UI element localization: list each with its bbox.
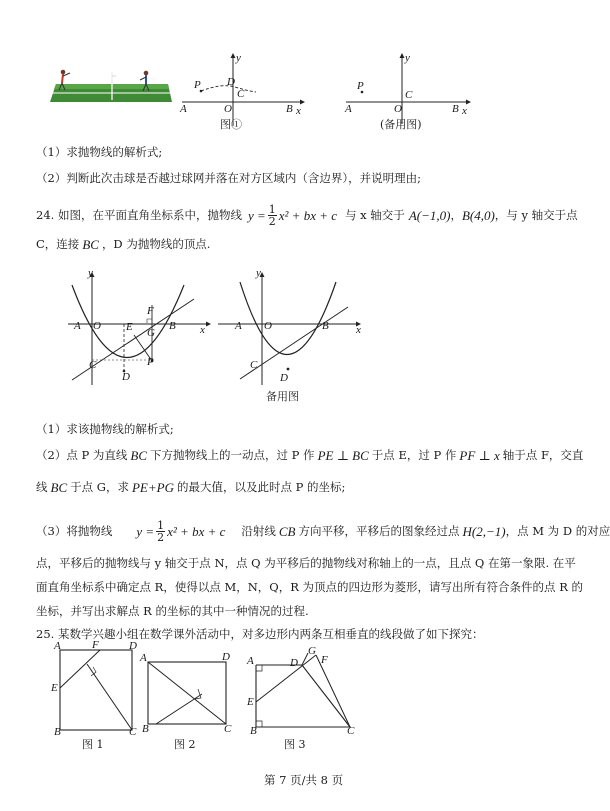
q25-fig2-caption: 图 2 — [174, 738, 196, 751]
figure-1-coordinate — [180, 52, 305, 130]
q24-bc: BC — [82, 237, 99, 252]
q24-fig-label-o: O — [93, 320, 101, 332]
q24-part2-pe: PE ⊥ BC — [317, 448, 369, 463]
q24-fig-label-c: C — [89, 359, 97, 371]
fig2-label-a: A — [345, 103, 352, 115]
q25-fig1-label-c: C — [129, 726, 137, 738]
q24-fig-label-a: A — [74, 320, 81, 332]
q24-fig-label-x: x — [200, 324, 205, 336]
q24-part2-line2-b: 于点 G，求 — [70, 480, 129, 494]
q24-part3-frac-num: 1 — [157, 518, 165, 532]
q25-fig1-label-e: E — [51, 682, 58, 694]
q24-mid1: 与 x 轴交于 — [345, 207, 405, 222]
q24-figure-main — [68, 267, 214, 387]
fig2-label-y: y — [405, 52, 410, 64]
q23-part1: （1）求抛物线的解析式; — [36, 145, 163, 159]
q24-part2-line1 — [36, 448, 583, 463]
q24-part3-cb: CB — [278, 523, 296, 539]
fig1-label-o: O — [224, 103, 232, 115]
q24-part3-b: 沿射线 — [241, 523, 276, 538]
fig1-label-x: x — [296, 105, 301, 117]
q25-fig2-label-a: A — [140, 652, 147, 664]
q24-part2-a: （2）点 P 为直线 — [36, 448, 128, 462]
q24-mid2: ，与 y 轴交于点 — [494, 207, 578, 222]
fig2-caption: (备用图) — [380, 118, 422, 131]
q24-part3-eq-rest: x² + bx + c — [167, 523, 226, 539]
q24-part3-d: ，点 M 为 D 的对应 — [505, 523, 610, 538]
q24-part3-h: H(2,−1) — [462, 523, 506, 539]
q24-frac-den: 2 — [268, 214, 276, 228]
q24-stem-line1 — [36, 200, 578, 230]
q24-backup-label-x: x — [356, 324, 361, 336]
q24-part3-line2: 点，平移后的抛物线与 y 轴交于点 N，点 Q 为平移后的抛物线对称轴上的一点，且点 Q 在第一象限. 在平 — [36, 556, 576, 570]
q24-backup-label-c: C — [250, 359, 258, 371]
q24-part2-bc: BC — [130, 448, 147, 463]
q24-figure-backup — [218, 267, 366, 405]
q24-line2: C，连接 — [36, 237, 80, 251]
fig1-label-b: B — [286, 103, 293, 115]
q25-fig3-label-f: F — [321, 654, 328, 666]
q25-fig3-label-c: C — [347, 725, 355, 737]
q25-fig3-caption: 图 3 — [284, 738, 306, 751]
q24-fig-label-b: B — [169, 320, 176, 332]
q25-fig2-label-b: B — [142, 723, 149, 735]
q24-part2-line2 — [36, 480, 345, 495]
q24-fig-label-p: P — [147, 356, 154, 368]
q24-part2-d: 轴于点 F，交直 — [502, 448, 584, 462]
q25-fig2-label-d: D — [222, 651, 230, 663]
q25-fig1-label-d: D — [129, 640, 137, 652]
q24-part2-pf: PF ⊥ x — [459, 448, 500, 463]
q24-point-a: A(−1,0) — [408, 207, 451, 223]
q24-part2-line2-bc: BC — [50, 480, 68, 495]
q24-part2-expr: PE+PG — [131, 480, 174, 495]
fig2-label-c: C — [405, 89, 413, 101]
q24-part3-line1 — [36, 516, 610, 546]
q24-backup-label-b: B — [322, 320, 329, 332]
q24-line2-end: ，D 为抛物线的顶点. — [101, 237, 211, 251]
q24-part3-line4: 坐标，并写出求解点 R 的坐标的其中一种情况的过程. — [36, 604, 309, 618]
q24-fig-label-e: E — [126, 321, 133, 333]
q24-eq-rest: x² + bx + c — [278, 207, 338, 223]
fig1-label-c: C — [237, 88, 245, 100]
q25-fig1-label-f: F — [92, 639, 99, 651]
q24-fig-label-d: D — [122, 371, 130, 383]
q25-intro: 25. 某数学兴趣小组在数学课外活动中，对多边形内两条互相垂直的线段做了如下探究： — [36, 627, 484, 641]
q25-fig3-label-g: G — [308, 645, 316, 657]
q24-part3-line3: 面直角坐标系中确定点 R，使得以点 M，N，Q，R 为顶点的四边形为菱形，请写出所有符合条件的点 R 的 — [36, 580, 584, 594]
q24-fig-label-f: F — [147, 305, 154, 317]
fig2-label-p: P — [357, 80, 364, 92]
page-footer: 第 7 页/共 8 页 — [264, 773, 344, 787]
q23-part2: （2）判断此次击球是否越过球网并落在对方区域内（含边界），并说明理由; — [36, 171, 421, 185]
q24-part3-a: （3）将抛物线 — [36, 523, 113, 538]
q25-fig1-label-b: B — [54, 726, 61, 738]
q24-backup-label-o: O — [264, 320, 272, 332]
q24-point-b: B(4,0) — [461, 207, 495, 223]
q25-fig3-label-d: D — [290, 657, 298, 669]
q24-part3-fraction — [156, 520, 165, 543]
q24-backup-label-d: D — [280, 372, 288, 384]
fig1-label-y: y — [236, 52, 241, 64]
q24-backup-label-a: A — [235, 320, 242, 332]
q24-frac-num: 1 — [268, 202, 276, 216]
q24-part2-line2-c: 的最大值，以及此时点 P 的坐标; — [176, 480, 346, 494]
q24-part2-line2-a: 线 — [36, 480, 48, 494]
q24-backup-caption: 备用图 — [266, 390, 299, 403]
q25-figure-3 — [246, 647, 358, 749]
figure-backup-coordinate — [344, 52, 472, 130]
q24-part3-c: 方向平移，平移后的图象经过点 — [298, 523, 460, 538]
q25-fig2-label-c: C — [224, 723, 232, 735]
fig1-label-p: P — [194, 79, 201, 91]
q25-fig3-label-b: B — [250, 725, 257, 737]
q25-fig1-caption: 图 1 — [82, 738, 104, 751]
q24-part2-b: 下方抛物线上的一动点，过 P 作 — [150, 448, 315, 462]
q25-figure-2 — [138, 651, 236, 751]
q25-figure-1 — [50, 639, 142, 751]
tennis-court-illustration — [48, 62, 173, 104]
q24-part3-eq-y: y = — [136, 523, 155, 539]
fig2-label-o: O — [394, 103, 402, 115]
q25-fig1-label-a: A — [54, 640, 61, 652]
fig1-label-a: A — [180, 103, 187, 115]
q24-fraction — [268, 204, 277, 227]
q24-eq-y: y = — [247, 207, 266, 223]
q24-comma: ， — [450, 207, 462, 222]
q24-fig-label-y: y — [88, 267, 93, 279]
fig1-label-d: D — [227, 76, 235, 88]
q24-part3-frac-den: 2 — [157, 530, 165, 544]
q24-number: 24. 如图，在平面直角坐标系中，抛物线 — [36, 207, 242, 222]
q24-stem-line2 — [36, 237, 210, 252]
q25-fig3-label-e: E — [247, 696, 254, 708]
q24-backup-label-y: y — [256, 267, 261, 279]
fig1-caption: 图① — [220, 118, 242, 131]
q24-fig-label-g: G — [147, 327, 155, 339]
fig2-label-b: B — [452, 103, 459, 115]
q24-part2-c: 于点 E，过 P 作 — [371, 448, 457, 462]
q25-fig3-label-a: A — [247, 655, 254, 667]
fig2-label-x: x — [462, 105, 467, 117]
q24-part1: （1）求该抛物线的解析式; — [36, 422, 174, 436]
